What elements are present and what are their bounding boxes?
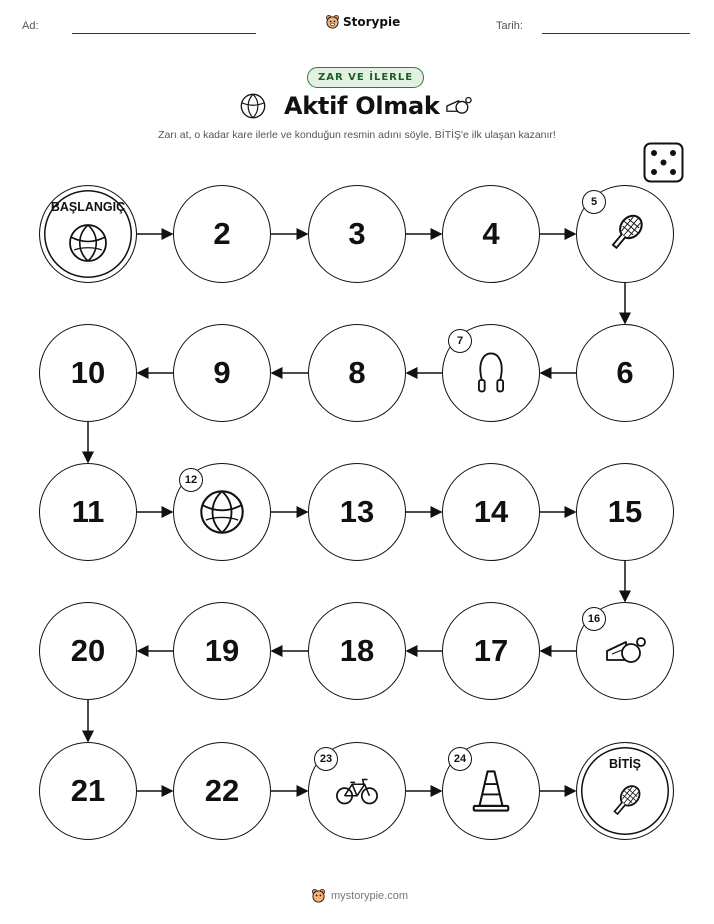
cell-number: 8 xyxy=(348,355,366,390)
whistle-icon xyxy=(602,628,648,674)
cell-number: 19 xyxy=(204,633,240,668)
cell-number: 15 xyxy=(607,494,643,529)
cell-number-tag: 16 xyxy=(582,607,606,631)
page-title: Aktif Olmak xyxy=(284,92,440,120)
board-cell-19 xyxy=(173,602,271,700)
cell-number: 13 xyxy=(339,494,375,529)
beach-ball-icon xyxy=(199,489,245,535)
jump-rope-icon xyxy=(468,350,514,396)
cell-number: 22 xyxy=(204,773,240,808)
cell-number: 20 xyxy=(70,633,106,668)
board-cell-8 xyxy=(308,324,406,422)
board-cell-6 xyxy=(576,324,674,422)
cell-number-tag: 5 xyxy=(582,190,606,214)
storypie-mascot-icon xyxy=(311,888,326,903)
board-cell-20 xyxy=(39,602,137,700)
board-cell-18 xyxy=(308,602,406,700)
cell-number: 3 xyxy=(348,216,366,251)
tennis-racket-icon xyxy=(602,211,648,257)
board-cell-11 xyxy=(39,463,137,561)
cell-number: 4 xyxy=(482,216,500,251)
board-cell-4 xyxy=(442,185,540,283)
cell-number: 9 xyxy=(213,355,231,390)
footer-site: mystorypie.com xyxy=(331,889,409,902)
board-cell-22 xyxy=(173,742,271,840)
cell-number: 11 xyxy=(71,494,105,529)
brand-name: Storypie xyxy=(343,14,401,29)
date-label: Tarih: xyxy=(496,20,523,32)
cell-number: 10 xyxy=(70,355,106,390)
beach-ball-icon xyxy=(68,223,108,263)
board-cell-9 xyxy=(173,324,271,422)
cell-number-tag: 24 xyxy=(448,747,472,771)
cell-number: 6 xyxy=(616,355,634,390)
cell-number-tag: 7 xyxy=(448,329,472,353)
cell-number: 17 xyxy=(473,633,509,668)
tennis-racket-icon xyxy=(605,782,645,822)
board-cell-17 xyxy=(442,602,540,700)
cell-number: 2 xyxy=(213,216,231,251)
cell-number: 21 xyxy=(70,773,106,808)
board-cell-10 xyxy=(39,324,137,422)
traffic-cone-icon xyxy=(468,768,514,814)
start-label: BAŞLANGIÇ xyxy=(50,200,126,214)
cell-number-tag: 23 xyxy=(314,747,338,771)
board-cell-2 xyxy=(173,185,271,283)
cell-number: 14 xyxy=(473,494,509,529)
instructions: Zarı at, o kadar kare ilerle ve konduğun resmin adını söyle. BİTİŞ'e ilk ulaşan kazanır! xyxy=(158,129,556,141)
cell-number-tag: 12 xyxy=(179,468,203,492)
board-cell-13 xyxy=(308,463,406,561)
bicycle-icon xyxy=(334,768,380,814)
board-cell-3 xyxy=(308,185,406,283)
board-cell-14 xyxy=(442,463,540,561)
footer xyxy=(311,888,408,903)
name-label: Ad: xyxy=(22,20,39,32)
board-cell-21 xyxy=(39,742,137,840)
board-cell-15 xyxy=(576,463,674,561)
activity-badge: ZAR VE İLERLE xyxy=(307,67,424,88)
finish-label: BİTİŞ xyxy=(609,757,641,771)
cell-number: 18 xyxy=(339,633,375,668)
